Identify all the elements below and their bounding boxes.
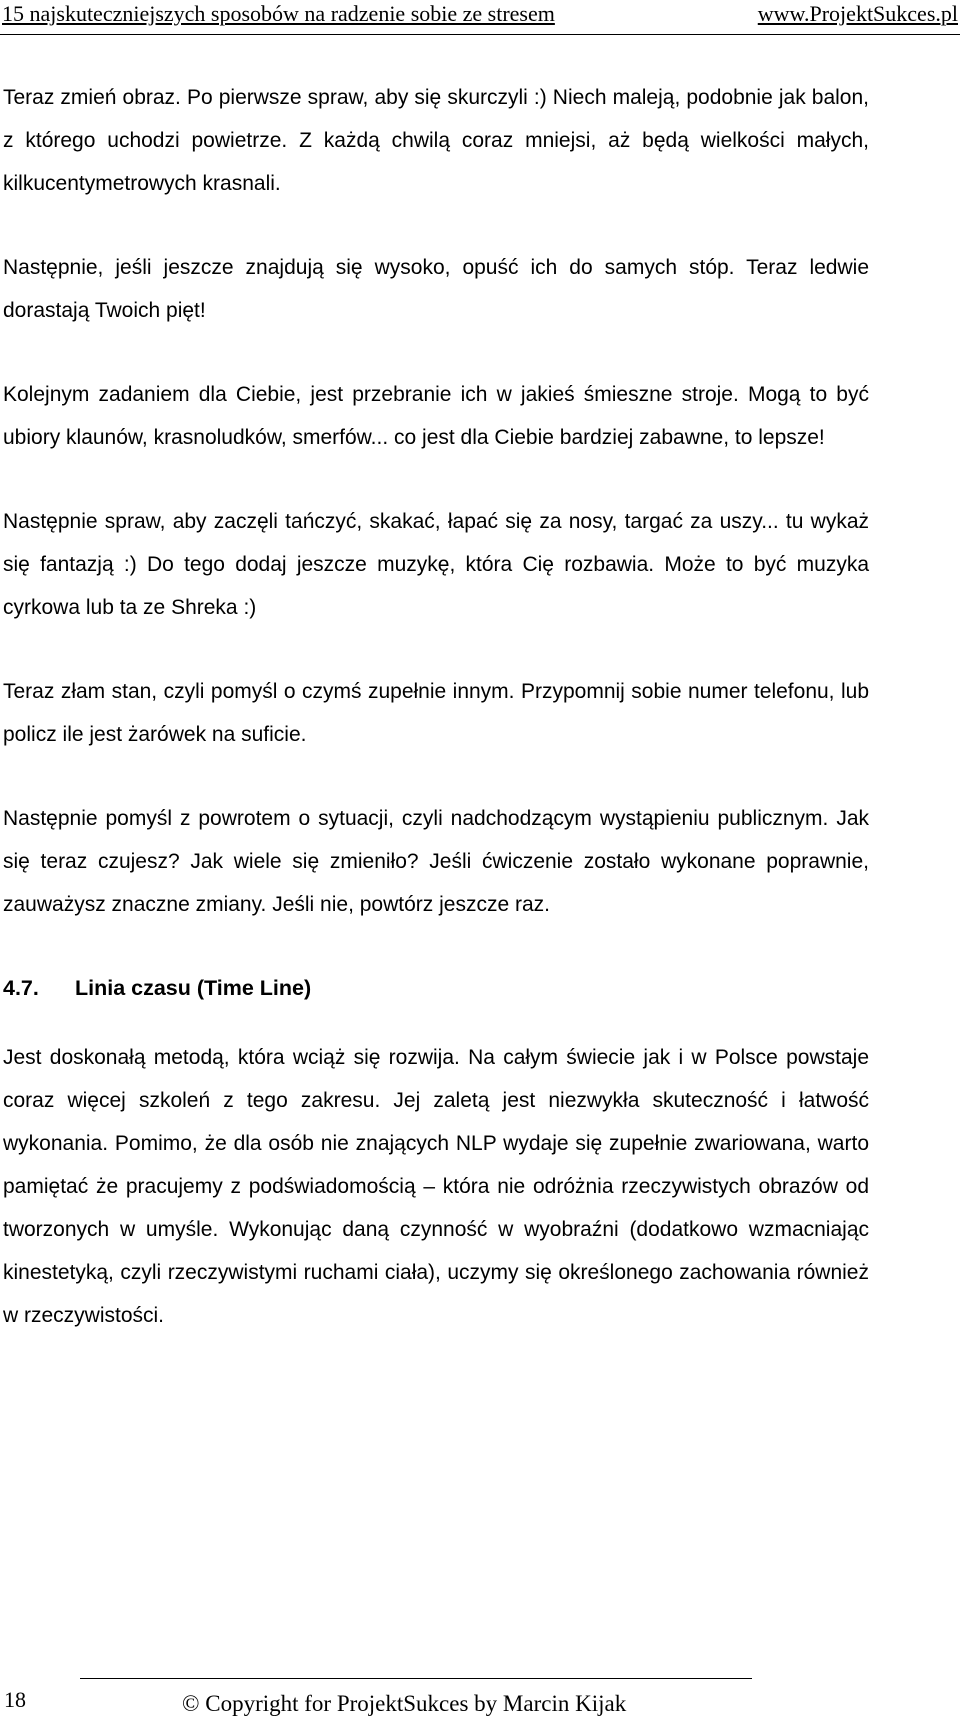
section-heading [3,967,869,1010]
page-content [3,76,869,1337]
paragraph-1: Teraz zmień obraz. Po pierwsze spraw, aby się skurczyli :) Niech maleją, podobnie jak balon, z którego uchodzi powietrze. Z każdą chwilą coraz mniejsi, aż będą wielkości małych, kilkucentymetrowych krasnali. [3,86,869,195]
paragraph-6: Następnie pomyśl z powrotem o sytuacji, czyli nadchodzącym wystąpieniu publicznym. Jak się teraz czujesz? Jak wiele się zmieniło? Jeśli ćwiczenie zostało wykonane poprawnie, zauważysz znaczne zmiany. Jeśli nie, powtórz jeszcze raz. [3,807,869,916]
document-title: 15 najskuteczniejszych sposobów na radzenie sobie ze stresem [2,1,555,26]
page-number: 18 [4,1687,26,1712]
website-link[interactable]: www.ProjektSukces.pl [757,1,958,26]
paragraph-2: Następnie, jeśli jeszcze znajdują się wysoko, opuść ich do samych stóp. Teraz ledwie dorastają Twoich pięt! [3,256,869,322]
paragraph-3: Kolejnym zadaniem dla Ciebie, jest przebranie ich w jakieś śmieszne stroje. Mogą to być ubiory klaunów, krasnoludków, smerfów... co jest dla Ciebie bardziej zabawne, to lepsze! [3,383,869,449]
section-number: 4.7. [3,976,39,1000]
section-title: Linia czasu (Time Line) [75,976,312,1000]
page-header [0,0,960,35]
section-body: Jest doskonałą metodą, która wciąż się rozwija. Na całym świecie jak i w Polsce powstaje coraz więcej szkoleń z tego zakresu. Jej zaletą jest niezwykła skuteczność i łatwość wykonania. Pomimo, że dla osób nie znających NLP wydaje się zupełnie zwariowana, warto pamiętać że pracujemy z podświadomością – która nie odróżnia rzeczywistych obrazów od tworzonych w umyśle. Wykonując daną czynność w wyobraźni (dodatkowo wzmacniając kinestetyką, czyli rzeczywistymi ruchami ciała), uczymy się określonego zachowania również w rzeczywistości. [3,1046,869,1327]
paragraph-5: Teraz złam stan, czyli pomyśl o czymś zupełnie innym. Przypomnij sobie numer telefonu, lub policz ile jest żarówek na suficie. [3,680,869,746]
paragraph-4: Następnie spraw, aby zaczęli tańczyć, skakać, łapać się za nosy, targać za uszy... tu wykaż się fantazją :) Do tego dodaj jeszcze muzykę, która Cię rozbawia. Może to być muzyka cyrkowa lub ta ze Shreka :) [3,510,869,619]
copyright-notice: © Copyright for ProjektSukces by Marcin Kijak [182,1691,627,1716]
footer-divider [80,1678,752,1679]
